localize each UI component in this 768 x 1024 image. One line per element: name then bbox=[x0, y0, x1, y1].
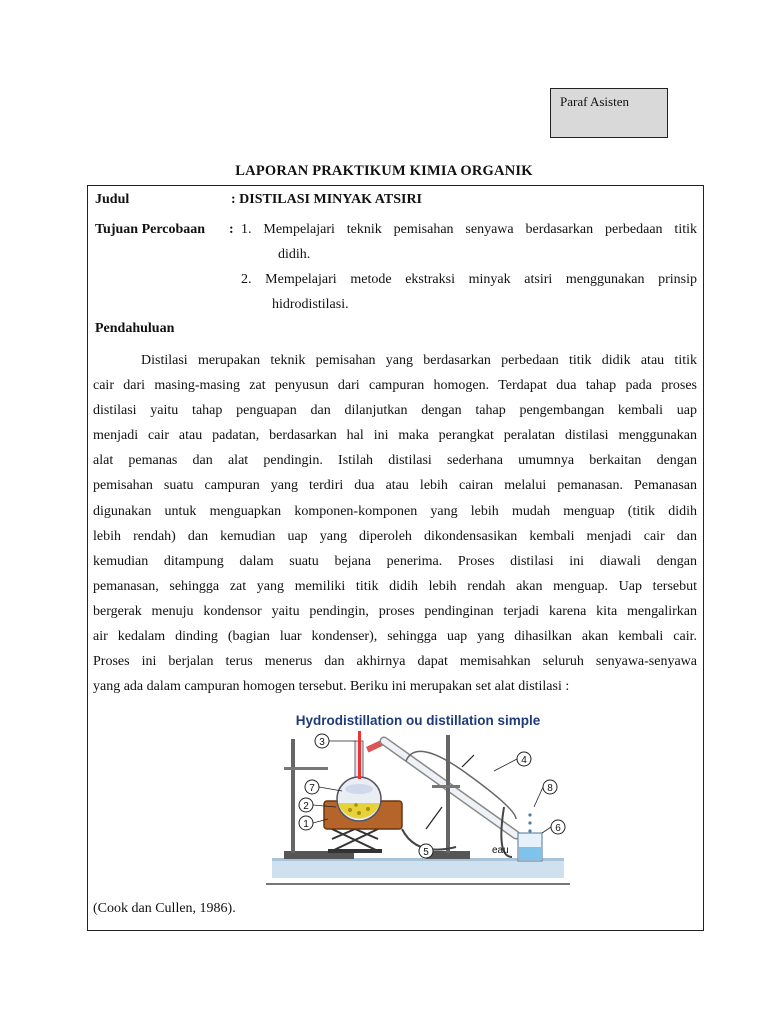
paragraph-line: alat pemanas dan alat pendingin. Istilah distilasi sederhana umumnya berkaitan dengan bbox=[93, 453, 697, 469]
callout-label: 7 bbox=[309, 783, 315, 794]
paragraph-line: pemisahan suatu campuran yang terdiri dua atau lebih cairan melalui pemanasan. Pemanasan bbox=[93, 478, 697, 494]
tujuan-item-1: 1. Mempelajari teknik pemisahan senyawa berdasarkan perbedaan titik bbox=[241, 222, 697, 237]
thermometer bbox=[358, 731, 361, 779]
vapor bbox=[345, 784, 373, 794]
paragraph-line: pemanasan, sehingga zat yang memiliki titik didih lebih rendah akan menguap. Uap tersebut bbox=[93, 578, 697, 594]
liquid-bubble bbox=[366, 807, 370, 811]
paragraph-line: yang ada dalam campuran homogen tersebut. Beriku ini merupakan set alat distilasi : bbox=[93, 679, 570, 695]
distillate-drop bbox=[528, 813, 531, 816]
paragraph-line: distilasi yaitu tahap penguapan dan dilanjutkan dengan tahap pengembangan kembali uap bbox=[93, 403, 697, 419]
distillation-figure bbox=[266, 707, 570, 885]
tujuan-label: Tujuan Percobaan bbox=[95, 222, 206, 237]
tujuan-item-2: 2. Mempelajari metode ekstraksi minyak atsiri menggunakan prinsip bbox=[241, 272, 697, 287]
pendahuluan-heading: Pendahuluan bbox=[95, 321, 175, 336]
distillate-drop bbox=[528, 829, 531, 832]
lab-jack-base bbox=[328, 849, 382, 853]
liquid-bubble bbox=[357, 811, 361, 815]
water-label: eau bbox=[492, 845, 509, 856]
citation: (Cook dan Cullen, 1986). bbox=[93, 901, 236, 916]
callout-label: 3 bbox=[319, 737, 325, 748]
judul-label: Judul bbox=[95, 192, 130, 207]
paragraph-line: digunakan untuk menguapkan komponen-komponen yang lebih mudah menguap (titik didih bbox=[93, 503, 697, 519]
paragraph-line: kemudian ditampung dalam suatu bejana penerima. Proses distilasi ini diawali dengan bbox=[93, 553, 697, 569]
distillation-apparatus-image bbox=[266, 707, 570, 885]
figure-title: Hydrodistillation ou distillation simple bbox=[295, 713, 541, 728]
callout-label: 1 bbox=[303, 819, 309, 830]
pendahuluan-paragraph bbox=[93, 348, 697, 699]
paragraph-line: menjadi cair atau padatan, berdasarkan hal ini maka perangkat peralatan distilasi menggunakan bbox=[93, 428, 697, 444]
tujuan-item-1-cont: didih. bbox=[278, 247, 311, 262]
paragraph-line: bergerak menuju kondensor yaitu pendingin, proses pendinginan terjadi karena kita mengalirkan bbox=[93, 603, 697, 619]
left-stand-rod bbox=[291, 739, 295, 853]
callout-label: 2 bbox=[303, 801, 309, 812]
paragraph-line: Proses ini berjalan terus menerus dan akhirnya dapat memisahkan seluruh senyawa-senyawa bbox=[93, 654, 697, 670]
callout-label: 8 bbox=[547, 783, 553, 794]
right-clamp bbox=[432, 785, 460, 788]
distillate-drop bbox=[528, 821, 531, 824]
callout-label: 6 bbox=[555, 823, 561, 834]
judul-value: : DISTILASI MINYAK ATSIRI bbox=[231, 192, 423, 207]
tujuan-colon: : bbox=[229, 222, 234, 237]
paraf-asisten-label: Paraf Asisten bbox=[560, 94, 629, 109]
tujuan-item-2-cont: hidrodistilasi. bbox=[272, 297, 349, 312]
receiver-liquid bbox=[519, 847, 541, 860]
paragraph-line: cair dari masing-masing zat penyusun dari campuran homogen. Terdapat dua tahap pada proses bbox=[93, 378, 697, 394]
liquid-bubble bbox=[348, 808, 352, 812]
paragraph-line: air kedalam dinding (bagian luar kondenser), sehingga uap yang dihasilkan akan kembali cair. bbox=[93, 629, 697, 645]
paragraph-line: Distilasi merupakan teknik pemisahan yang berdasarkan perbedaan titik didik atau titik bbox=[141, 353, 697, 368]
paragraph-line: lebih rendah) dan kemudian uap yang diperoleh dikondensasikan kembali menjadi cair dan bbox=[93, 528, 697, 544]
clamp-arm bbox=[284, 767, 328, 770]
callout-label: 4 bbox=[521, 755, 527, 766]
report-title: LAPORAN PRAKTIKUM KIMIA ORGANIK bbox=[235, 163, 533, 179]
figure-bottom-border bbox=[266, 883, 570, 885]
right-stand-rod bbox=[446, 735, 450, 853]
paraf-asisten-box bbox=[550, 88, 668, 138]
callout-label: 5 bbox=[423, 847, 429, 858]
liquid-bubble bbox=[354, 803, 358, 807]
